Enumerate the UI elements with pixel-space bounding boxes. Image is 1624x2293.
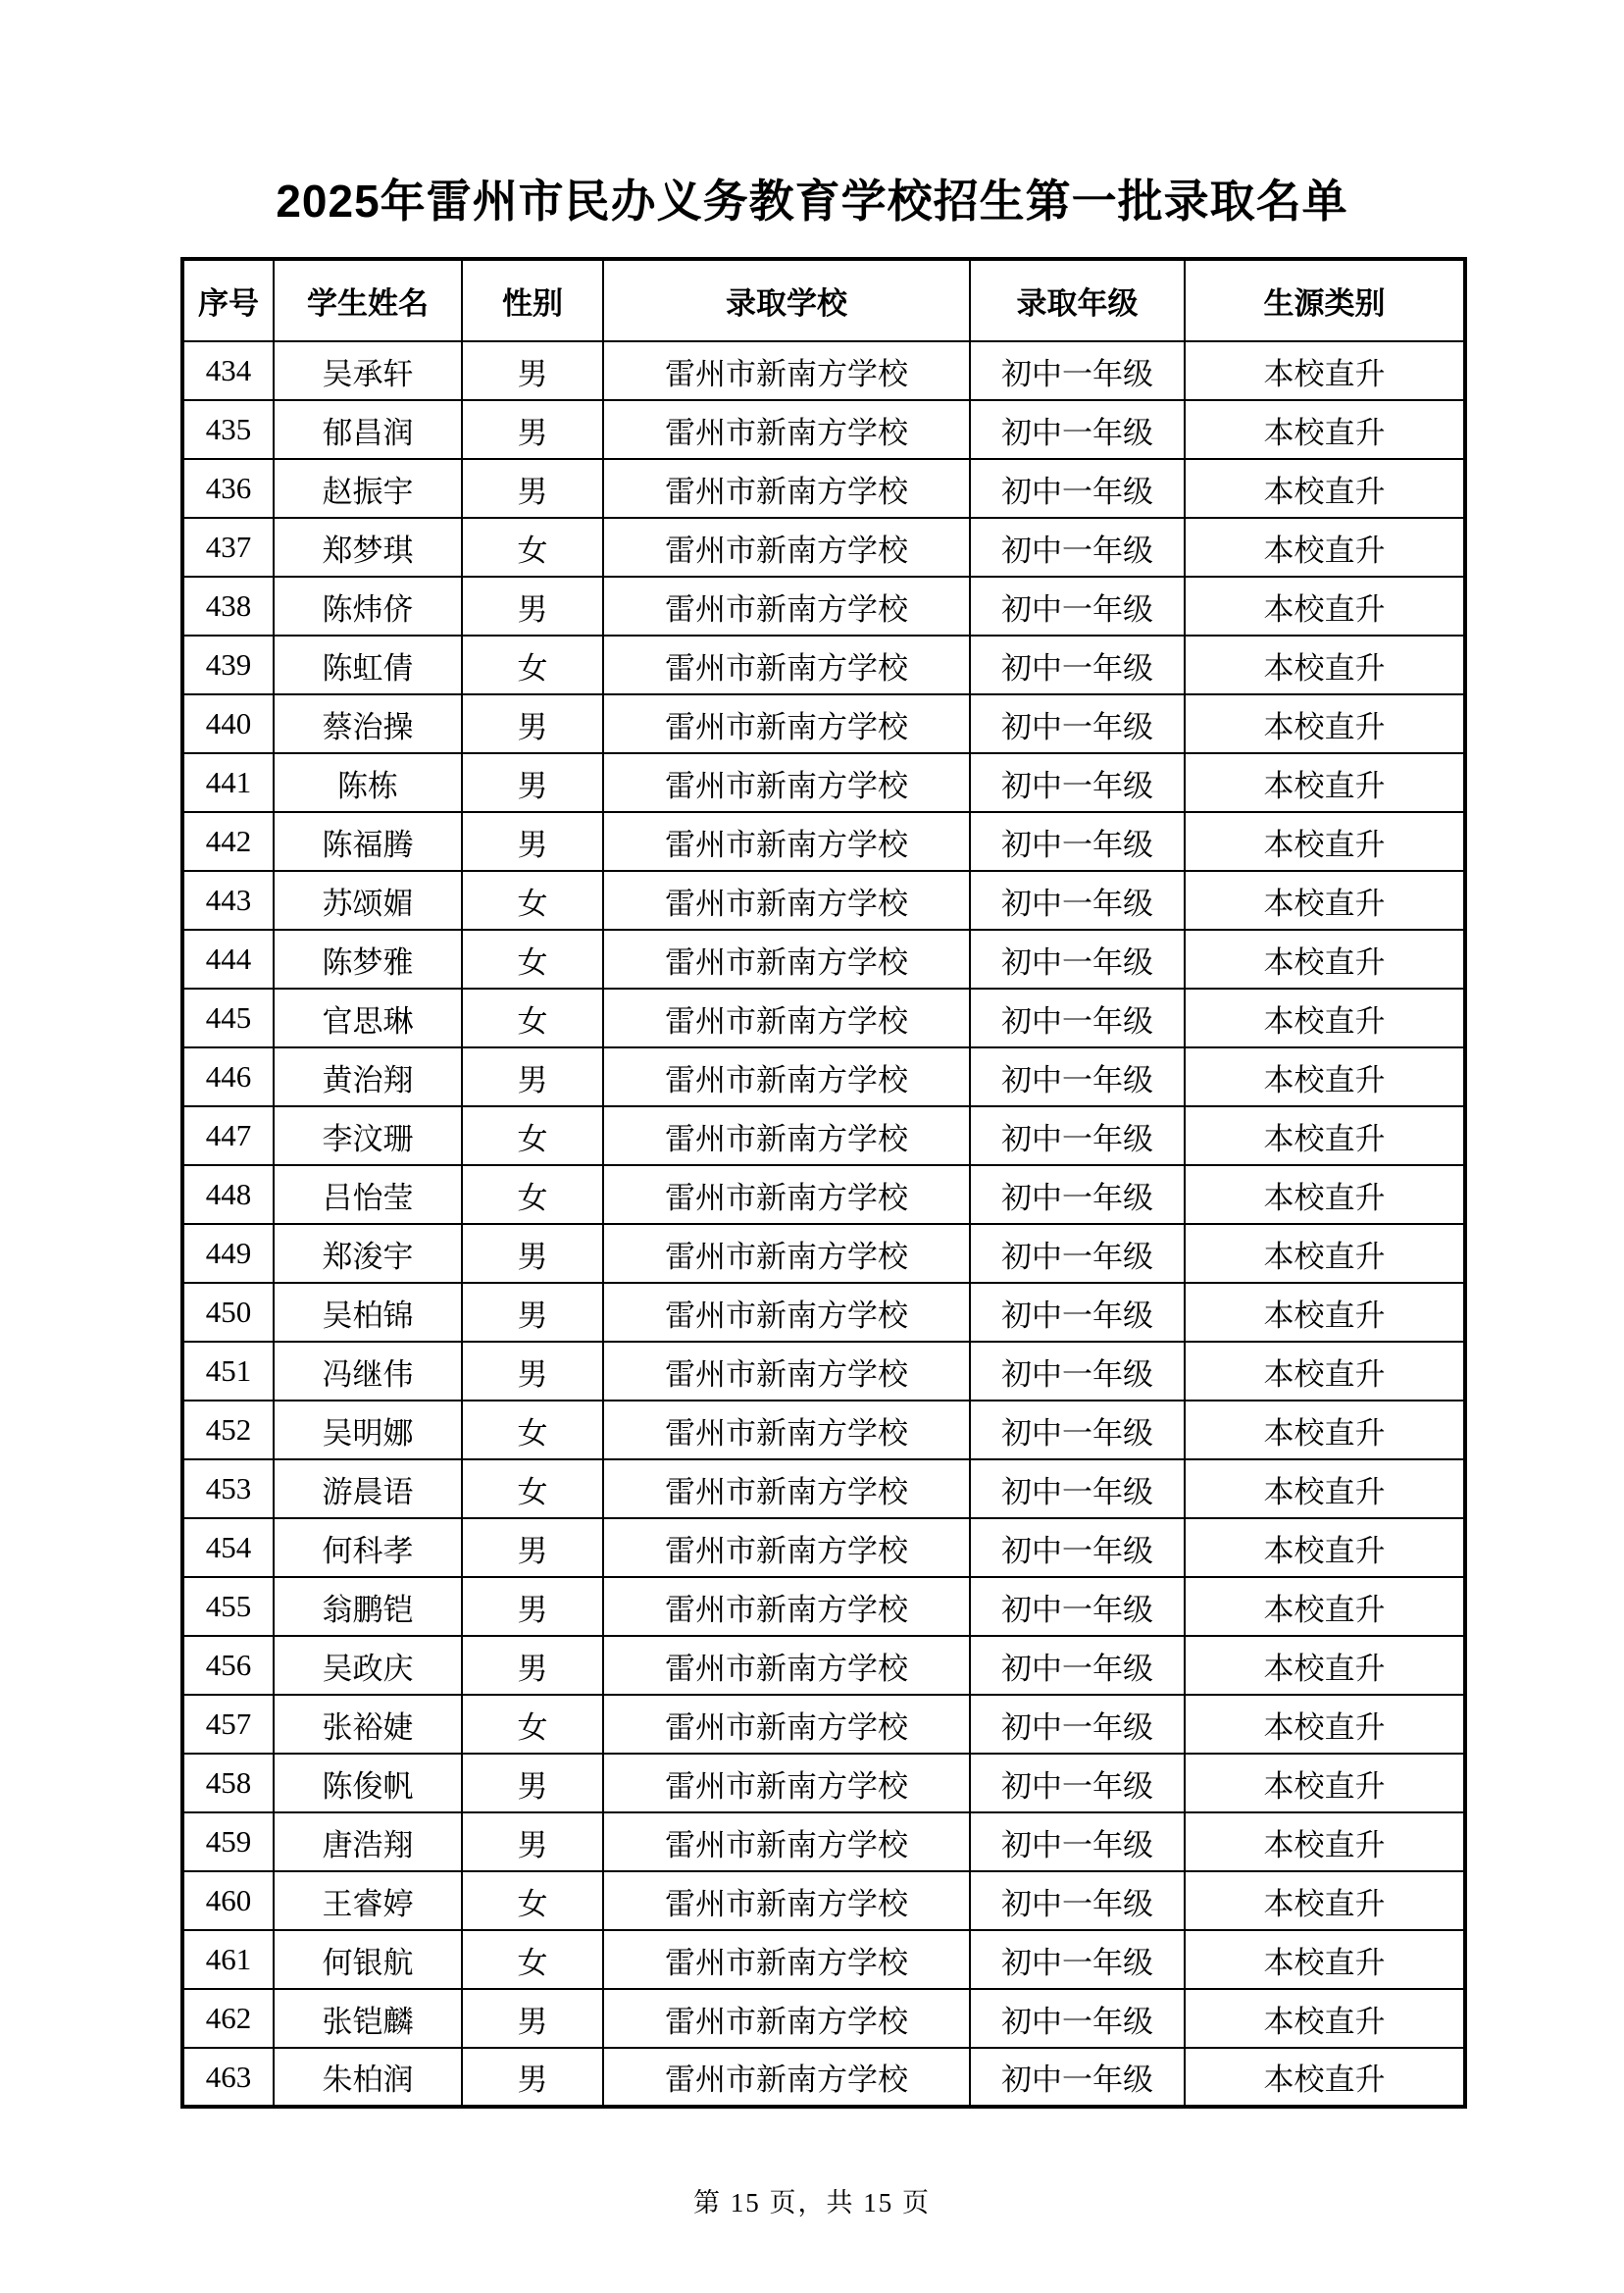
cell-student-source-category: 本校直升	[1185, 1754, 1465, 1812]
cell-student-source-category: 本校直升	[1185, 1930, 1465, 1989]
cell-serial-number: 454	[182, 1518, 274, 1577]
cell-admitted-school: 雷州市新南方学校	[603, 1695, 970, 1754]
cell-student-source-category: 本校直升	[1185, 812, 1465, 871]
cell-student-name: 吴柏锦	[274, 1283, 462, 1342]
cell-serial-number: 459	[182, 1812, 274, 1871]
table-row	[182, 1577, 1465, 1636]
column-header-serial-number: 序号	[182, 259, 274, 341]
cell-admitted-school: 雷州市新南方学校	[603, 1165, 970, 1224]
cell-serial-number: 450	[182, 1283, 274, 1342]
cell-serial-number: 445	[182, 989, 274, 1047]
cell-admitted-grade: 初中一年级	[970, 1401, 1185, 1459]
cell-gender: 男	[462, 1047, 603, 1106]
cell-student-source-category: 本校直升	[1185, 1283, 1465, 1342]
cell-admitted-grade: 初中一年级	[970, 341, 1185, 400]
cell-gender: 女	[462, 930, 603, 989]
cell-gender: 男	[462, 812, 603, 871]
cell-student-name: 吴明娜	[274, 1401, 462, 1459]
cell-admitted-school: 雷州市新南方学校	[603, 1812, 970, 1871]
cell-gender: 男	[462, 694, 603, 753]
cell-student-name: 何银航	[274, 1930, 462, 1989]
cell-admitted-grade: 初中一年级	[970, 871, 1185, 930]
cell-student-source-category: 本校直升	[1185, 518, 1465, 577]
cell-student-source-category: 本校直升	[1185, 930, 1465, 989]
cell-gender: 女	[462, 518, 603, 577]
cell-student-name: 郁昌润	[274, 400, 462, 459]
cell-student-name: 官思琳	[274, 989, 462, 1047]
table-row	[182, 1224, 1465, 1283]
cell-admitted-school: 雷州市新南方学校	[603, 518, 970, 577]
table-row	[182, 753, 1465, 812]
cell-student-source-category: 本校直升	[1185, 1224, 1465, 1283]
cell-student-name: 陈梦雅	[274, 930, 462, 989]
cell-student-name: 吴承轩	[274, 341, 462, 400]
cell-student-name: 赵振宇	[274, 459, 462, 518]
table-row	[182, 1047, 1465, 1106]
cell-admitted-grade: 初中一年级	[970, 1754, 1185, 1812]
cell-serial-number: 443	[182, 871, 274, 930]
cell-serial-number: 436	[182, 459, 274, 518]
cell-serial-number: 438	[182, 577, 274, 636]
cell-serial-number: 452	[182, 1401, 274, 1459]
cell-student-source-category: 本校直升	[1185, 577, 1465, 636]
cell-admitted-school: 雷州市新南方学校	[603, 930, 970, 989]
cell-student-name: 陈栋	[274, 753, 462, 812]
cell-serial-number: 440	[182, 694, 274, 753]
cell-admitted-grade: 初中一年级	[970, 636, 1185, 694]
cell-admitted-grade: 初中一年级	[970, 930, 1185, 989]
cell-gender: 男	[462, 400, 603, 459]
cell-student-source-category: 本校直升	[1185, 1636, 1465, 1695]
cell-admitted-grade: 初中一年级	[970, 812, 1185, 871]
cell-admitted-grade: 初中一年级	[970, 694, 1185, 753]
cell-student-name: 黄治翔	[274, 1047, 462, 1106]
cell-admitted-school: 雷州市新南方学校	[603, 1342, 970, 1401]
cell-admitted-school: 雷州市新南方学校	[603, 1518, 970, 1577]
cell-gender: 男	[462, 577, 603, 636]
cell-serial-number: 449	[182, 1224, 274, 1283]
cell-admitted-school: 雷州市新南方学校	[603, 812, 970, 871]
table-row	[182, 871, 1465, 930]
cell-student-source-category: 本校直升	[1185, 636, 1465, 694]
cell-gender: 女	[462, 1930, 603, 1989]
cell-admitted-school: 雷州市新南方学校	[603, 459, 970, 518]
cell-admitted-grade: 初中一年级	[970, 1106, 1185, 1165]
cell-serial-number: 439	[182, 636, 274, 694]
cell-student-name: 李汶珊	[274, 1106, 462, 1165]
cell-student-source-category: 本校直升	[1185, 1871, 1465, 1930]
cell-admitted-school: 雷州市新南方学校	[603, 2048, 970, 2107]
cell-serial-number: 447	[182, 1106, 274, 1165]
cell-serial-number: 460	[182, 1871, 274, 1930]
cell-admitted-grade: 初中一年级	[970, 1224, 1185, 1283]
cell-student-name: 吕怡莹	[274, 1165, 462, 1224]
cell-admitted-school: 雷州市新南方学校	[603, 1930, 970, 1989]
cell-gender: 女	[462, 636, 603, 694]
table-row	[182, 636, 1465, 694]
cell-admitted-school: 雷州市新南方学校	[603, 341, 970, 400]
cell-student-name: 郑浚宇	[274, 1224, 462, 1283]
table-body	[182, 341, 1465, 2107]
cell-gender: 女	[462, 1459, 603, 1518]
cell-student-name: 陈福腾	[274, 812, 462, 871]
cell-gender: 男	[462, 341, 603, 400]
cell-student-name: 王睿婷	[274, 1871, 462, 1930]
document-title: 2025年雷州市民办义务教育学校招生第一批录取名单	[276, 176, 1348, 227]
cell-admitted-grade: 初中一年级	[970, 989, 1185, 1047]
admission-table	[180, 257, 1467, 2109]
cell-student-name: 陈俊帆	[274, 1754, 462, 1812]
cell-gender: 男	[462, 1283, 603, 1342]
cell-serial-number: 451	[182, 1342, 274, 1401]
column-header-student-source-category: 生源类别	[1185, 259, 1465, 341]
cell-gender: 男	[462, 1636, 603, 1695]
table-row	[182, 1871, 1465, 1930]
cell-admitted-grade: 初中一年级	[970, 1283, 1185, 1342]
cell-student-source-category: 本校直升	[1185, 989, 1465, 1047]
table-row	[182, 1989, 1465, 2048]
table-row	[182, 1165, 1465, 1224]
table-header	[182, 259, 1465, 341]
cell-student-name: 陈虹倩	[274, 636, 462, 694]
cell-gender: 男	[462, 459, 603, 518]
cell-admitted-grade: 初中一年级	[970, 400, 1185, 459]
cell-admitted-school: 雷州市新南方学校	[603, 1636, 970, 1695]
cell-serial-number: 441	[182, 753, 274, 812]
table-row	[182, 1754, 1465, 1812]
cell-gender: 男	[462, 753, 603, 812]
cell-admitted-school: 雷州市新南方学校	[603, 577, 970, 636]
cell-admitted-school: 雷州市新南方学校	[603, 1401, 970, 1459]
cell-admitted-grade: 初中一年级	[970, 1989, 1185, 2048]
cell-student-source-category: 本校直升	[1185, 1047, 1465, 1106]
table-row	[182, 694, 1465, 753]
table-header-row	[182, 259, 1465, 341]
cell-student-name: 唐浩翔	[274, 1812, 462, 1871]
cell-admitted-school: 雷州市新南方学校	[603, 694, 970, 753]
cell-student-name: 陈炜侪	[274, 577, 462, 636]
table-row	[182, 1695, 1465, 1754]
cell-admitted-school: 雷州市新南方学校	[603, 1577, 970, 1636]
cell-admitted-grade: 初中一年级	[970, 1047, 1185, 1106]
table-row	[182, 1459, 1465, 1518]
cell-student-source-category: 本校直升	[1185, 459, 1465, 518]
cell-student-name: 郑梦琪	[274, 518, 462, 577]
table-row	[182, 1283, 1465, 1342]
table-row	[182, 1812, 1465, 1871]
cell-admitted-school: 雷州市新南方学校	[603, 871, 970, 930]
cell-student-name: 冯继伟	[274, 1342, 462, 1401]
cell-student-source-category: 本校直升	[1185, 1459, 1465, 1518]
table-row	[182, 1106, 1465, 1165]
cell-gender: 女	[462, 871, 603, 930]
cell-gender: 男	[462, 1518, 603, 1577]
cell-admitted-school: 雷州市新南方学校	[603, 989, 970, 1047]
table-row	[182, 400, 1465, 459]
cell-serial-number: 434	[182, 341, 274, 400]
column-header-gender: 性别	[462, 259, 603, 341]
cell-serial-number: 444	[182, 930, 274, 989]
cell-serial-number: 461	[182, 1930, 274, 1989]
cell-student-name: 苏颂媚	[274, 871, 462, 930]
cell-gender: 男	[462, 1754, 603, 1812]
cell-student-source-category: 本校直升	[1185, 1812, 1465, 1871]
table-row	[182, 1518, 1465, 1577]
table-row	[182, 577, 1465, 636]
table-row	[182, 518, 1465, 577]
cell-student-name: 张裕婕	[274, 1695, 462, 1754]
table-row	[182, 1401, 1465, 1459]
table-row	[182, 1342, 1465, 1401]
cell-student-name: 游晨语	[274, 1459, 462, 1518]
cell-admitted-grade: 初中一年级	[970, 459, 1185, 518]
column-header-admitted-school: 录取学校	[603, 259, 970, 341]
cell-admitted-school: 雷州市新南方学校	[603, 753, 970, 812]
table-row	[182, 2048, 1465, 2107]
cell-admitted-grade: 初中一年级	[970, 1871, 1185, 1930]
cell-admitted-school: 雷州市新南方学校	[603, 1106, 970, 1165]
table-row	[182, 1636, 1465, 1695]
cell-serial-number: 437	[182, 518, 274, 577]
cell-admitted-grade: 初中一年级	[970, 577, 1185, 636]
cell-serial-number: 456	[182, 1636, 274, 1695]
cell-gender: 女	[462, 1871, 603, 1930]
cell-serial-number: 463	[182, 2048, 274, 2107]
table-row	[182, 1930, 1465, 1989]
cell-gender: 女	[462, 1165, 603, 1224]
table-row	[182, 341, 1465, 400]
cell-student-source-category: 本校直升	[1185, 1695, 1465, 1754]
cell-gender: 男	[462, 1224, 603, 1283]
page-footer: 第 15 页，共 15 页	[693, 2188, 931, 2217]
cell-student-source-category: 本校直升	[1185, 1165, 1465, 1224]
cell-student-name: 蔡治操	[274, 694, 462, 753]
cell-admitted-school: 雷州市新南方学校	[603, 1283, 970, 1342]
cell-student-source-category: 本校直升	[1185, 753, 1465, 812]
cell-admitted-grade: 初中一年级	[970, 518, 1185, 577]
cell-gender: 男	[462, 2048, 603, 2107]
cell-student-source-category: 本校直升	[1185, 1342, 1465, 1401]
cell-student-name: 翁鹏铠	[274, 1577, 462, 1636]
cell-admitted-school: 雷州市新南方学校	[603, 1047, 970, 1106]
cell-student-name: 何科孝	[274, 1518, 462, 1577]
cell-admitted-school: 雷州市新南方学校	[603, 1459, 970, 1518]
cell-serial-number: 453	[182, 1459, 274, 1518]
cell-admitted-grade: 初中一年级	[970, 1165, 1185, 1224]
cell-student-source-category: 本校直升	[1185, 871, 1465, 930]
cell-admitted-school: 雷州市新南方学校	[603, 1989, 970, 2048]
table-row	[182, 459, 1465, 518]
cell-gender: 男	[462, 1989, 603, 2048]
cell-serial-number: 455	[182, 1577, 274, 1636]
cell-student-source-category: 本校直升	[1185, 341, 1465, 400]
cell-admitted-school: 雷州市新南方学校	[603, 636, 970, 694]
cell-admitted-school: 雷州市新南方学校	[603, 1871, 970, 1930]
cell-gender: 女	[462, 989, 603, 1047]
cell-admitted-grade: 初中一年级	[970, 1930, 1185, 1989]
cell-admitted-grade: 初中一年级	[970, 1812, 1185, 1871]
cell-serial-number: 442	[182, 812, 274, 871]
cell-admitted-school: 雷州市新南方学校	[603, 1754, 970, 1812]
cell-student-name: 张铠麟	[274, 1989, 462, 2048]
cell-student-source-category: 本校直升	[1185, 694, 1465, 753]
table-row	[182, 812, 1465, 871]
column-header-admitted-grade: 录取年级	[970, 259, 1185, 341]
cell-admitted-grade: 初中一年级	[970, 2048, 1185, 2107]
cell-gender: 男	[462, 1812, 603, 1871]
cell-admitted-school: 雷州市新南方学校	[603, 1224, 970, 1283]
cell-admitted-grade: 初中一年级	[970, 1459, 1185, 1518]
cell-student-source-category: 本校直升	[1185, 2048, 1465, 2107]
cell-serial-number: 462	[182, 1989, 274, 2048]
cell-admitted-grade: 初中一年级	[970, 1577, 1185, 1636]
cell-student-name: 朱柏润	[274, 2048, 462, 2107]
cell-student-name: 吴政庆	[274, 1636, 462, 1695]
cell-gender: 男	[462, 1342, 603, 1401]
cell-student-source-category: 本校直升	[1185, 1106, 1465, 1165]
cell-student-source-category: 本校直升	[1185, 1518, 1465, 1577]
cell-admitted-grade: 初中一年级	[970, 1518, 1185, 1577]
cell-student-source-category: 本校直升	[1185, 1401, 1465, 1459]
cell-serial-number: 457	[182, 1695, 274, 1754]
cell-gender: 男	[462, 1577, 603, 1636]
cell-admitted-school: 雷州市新南方学校	[603, 400, 970, 459]
cell-admitted-grade: 初中一年级	[970, 1342, 1185, 1401]
cell-serial-number: 448	[182, 1165, 274, 1224]
table-row	[182, 930, 1465, 989]
cell-admitted-grade: 初中一年级	[970, 1636, 1185, 1695]
cell-admitted-grade: 初中一年级	[970, 1695, 1185, 1754]
cell-gender: 女	[462, 1695, 603, 1754]
cell-serial-number: 435	[182, 400, 274, 459]
cell-student-source-category: 本校直升	[1185, 400, 1465, 459]
cell-gender: 女	[462, 1401, 603, 1459]
cell-student-source-category: 本校直升	[1185, 1577, 1465, 1636]
cell-gender: 女	[462, 1106, 603, 1165]
cell-serial-number: 458	[182, 1754, 274, 1812]
cell-student-source-category: 本校直升	[1185, 1989, 1465, 2048]
cell-admitted-grade: 初中一年级	[970, 753, 1185, 812]
column-header-student-name: 学生姓名	[274, 259, 462, 341]
table-row	[182, 989, 1465, 1047]
cell-serial-number: 446	[182, 1047, 274, 1106]
